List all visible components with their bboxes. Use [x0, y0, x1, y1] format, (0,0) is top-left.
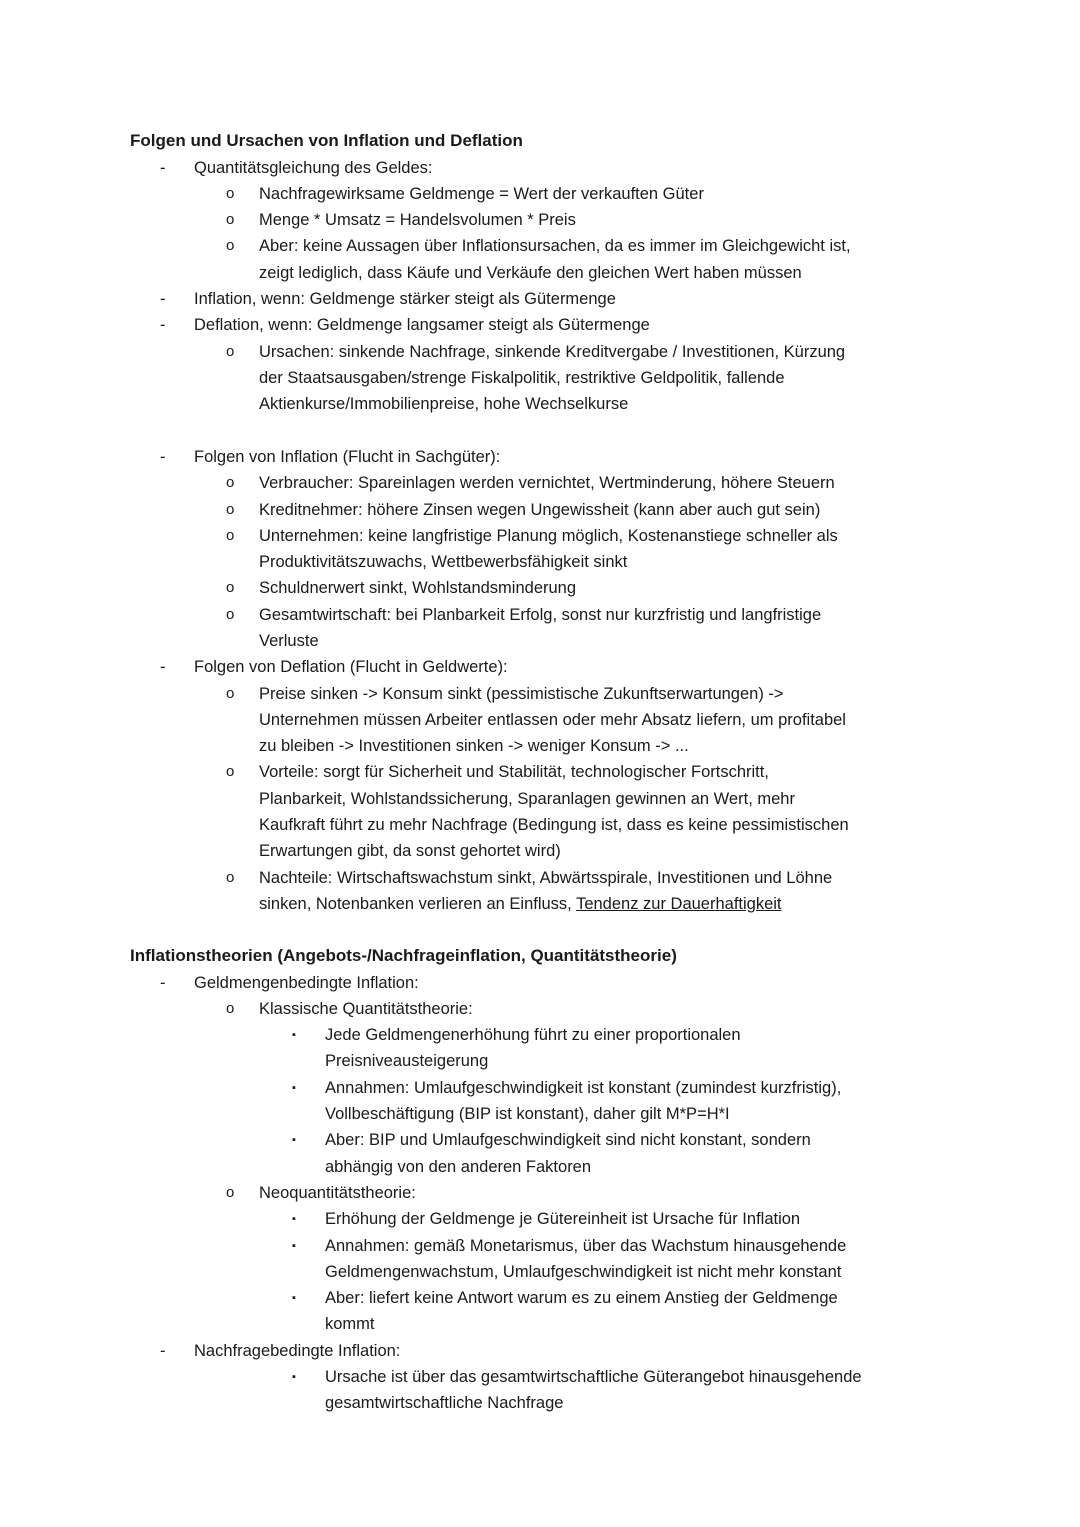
list-item: - Inflation, wenn: Geldmenge stärker steigt als Gütermenge — [0, 286, 1080, 312]
list-item-continuation: Kaufkraft führt zu mehr Nachfrage (Bedingung ist, dass es keine pessimistischen — [259, 816, 849, 834]
circle-bullet: o — [226, 527, 235, 544]
list-item-continuation: kommt — [325, 1315, 375, 1333]
circle-bullet: o — [226, 237, 235, 254]
list-item: o Neoquantitätstheorie: — [0, 1180, 1080, 1206]
list-item-continuation: Verluste — [259, 632, 319, 650]
list-item: - Folgen von Deflation (Flucht in Geldwerte): — [0, 654, 1080, 680]
list-item-continuation: Vollbeschäftigung (BIP ist konstant), daher gilt M*P=H*I — [325, 1105, 730, 1123]
list-item: ▪ Annahmen: Umlaufgeschwindigkeit ist konstant (zumindest kurzfristig), — [0, 1075, 1080, 1101]
square-bullet: ▪ — [292, 1082, 296, 1094]
list-item-continuation: gesamtwirtschaftliche Nachfrage — [325, 1394, 564, 1412]
list-item-continuation: Preisniveausteigerung — [325, 1052, 489, 1070]
list-item: o Ursachen: sinkende Nachfrage, sinkende Kreditvergabe / Investitionen, Kürzung — [0, 339, 1080, 365]
list-item: - Nachfragebedingte Inflation: — [0, 1338, 1080, 1364]
square-bullet: ▪ — [292, 1134, 296, 1146]
list-item: o Klassische Quantitätstheorie: — [0, 996, 1080, 1022]
dash-bullet: - — [160, 1342, 166, 1360]
list-item: o Aber: keine Aussagen über Inflationsursachen, da es immer im Gleichgewicht ist, — [0, 233, 1080, 259]
circle-bullet: o — [226, 343, 235, 360]
list-item: o Menge * Umsatz = Handelsvolumen * Preis — [0, 207, 1080, 233]
list-item: - Geldmengenbedingte Inflation: — [0, 970, 1080, 996]
circle-bullet: o — [226, 685, 235, 702]
list-item: - Quantitätsgleichung des Geldes: — [0, 155, 1080, 181]
list-item: ▪ Jede Geldmengenerhöhung führt zu einer proportionalen — [0, 1022, 1080, 1048]
circle-bullet: o — [226, 474, 235, 491]
list-item-continuation: Erwartungen gibt, da sonst gehortet wird) — [259, 842, 561, 860]
circle-bullet: o — [226, 763, 235, 780]
list-item: - Deflation, wenn: Geldmenge langsamer steigt als Gütermenge — [0, 312, 1080, 338]
list-item-continuation: der Staatsausgaben/strenge Fiskalpolitik, restriktive Geldpolitik, fallende — [259, 369, 785, 387]
list-item: o Gesamtwirtschaft: bei Planbarkeit Erfolg, sonst nur kurzfristig und langfristige — [0, 602, 1080, 628]
list-item: o Kreditnehmer: höhere Zinsen wegen Ungewissheit (kann aber auch gut sein) — [0, 497, 1080, 523]
dash-bullet: - — [160, 290, 166, 308]
circle-bullet: o — [226, 869, 235, 886]
circle-bullet: o — [226, 211, 235, 228]
list-item: - Folgen von Inflation (Flucht in Sachgüter): — [0, 444, 1080, 470]
square-bullet: ▪ — [292, 1029, 296, 1041]
list-item-continuation: Aktienkurse/Immobilienpreise, hohe Wechselkurse — [259, 395, 629, 413]
list-item-continuation: abhängig von den anderen Faktoren — [325, 1158, 592, 1176]
circle-bullet: o — [226, 501, 235, 518]
dash-bullet: - — [160, 316, 166, 334]
circle-bullet: o — [226, 579, 235, 596]
list-item: ▪ Ursache ist über das gesamtwirtschaftliche Güterangebot hinausgehende — [0, 1364, 1080, 1390]
list-item: o Vorteile: sorgt für Sicherheit und Stabilität, technologischer Fortschritt, — [0, 759, 1080, 785]
list-item: o Unternehmen: keine langfristige Planung möglich, Kostenanstiege schneller als — [0, 523, 1080, 549]
list-item-continuation: zu bleiben -> Investitionen sinken -> weniger Konsum -> ... — [259, 737, 689, 755]
list-item: o Nachteile: Wirtschaftswachstum sinkt, Abwärtsspirale, Investitionen und Löhne — [0, 865, 1080, 891]
dash-bullet: - — [160, 159, 166, 177]
list-item: o Nachfragewirksame Geldmenge = Wert der verkauften Güter — [0, 181, 1080, 207]
list-item: o Schuldnerwert sinkt, Wohlstandsminderung — [0, 575, 1080, 601]
list-item-continuation: sinken, Notenbanken verlieren an Einfluss, Tendenz zur Dauerhaftigkeit — [259, 895, 782, 913]
list-item: ▪ Aber: BIP und Umlaufgeschwindigkeit sind nicht konstant, sondern — [0, 1127, 1080, 1153]
list-item: ▪ Aber: liefert keine Antwort warum es zu einem Anstieg der Geldmenge — [0, 1285, 1080, 1311]
square-bullet: ▪ — [292, 1292, 296, 1304]
list-item: o Preise sinken -> Konsum sinkt (pessimistische Zukunftserwartungen) -> — [0, 681, 1080, 707]
list-item: ▪ Annahmen: gemäß Monetarismus, über das Wachstum hinausgehende — [0, 1233, 1080, 1259]
list-item-continuation: Planbarkeit, Wohlstandssicherung, Sparanlagen gewinnen an Wert, mehr — [259, 790, 795, 808]
list-item: o Verbraucher: Spareinlagen werden vernichtet, Wertminderung, höhere Steuern — [0, 470, 1080, 496]
circle-bullet: o — [226, 185, 235, 202]
square-bullet: ▪ — [292, 1371, 296, 1383]
section-heading: Inflationstheorien (Angebots-/Nachfrageinflation, Quantitätstheorie) — [130, 946, 677, 965]
section-heading: Folgen und Ursachen von Inflation und Deflation — [130, 131, 523, 150]
dash-bullet: - — [160, 974, 166, 992]
list-item-continuation: Unternehmen müssen Arbeiter entlassen oder mehr Absatz liefern, um profitabel — [259, 711, 846, 729]
circle-bullet: o — [226, 1000, 235, 1017]
dash-bullet: - — [160, 658, 166, 676]
list-item-continuation: zeigt lediglich, dass Käufe und Verkäufe den gleichen Wert haben müssen — [259, 264, 802, 282]
underlined-phrase: Tendenz zur Dauerhaftigkeit — [576, 895, 782, 913]
circle-bullet: o — [226, 1184, 235, 1201]
list-item-continuation: Produktivitätszuwachs, Wettbewerbsfähigkeit sinkt — [259, 553, 628, 571]
list-item: ▪ Erhöhung der Geldmenge je Gütereinheit ist Ursache für Inflation — [0, 1206, 1080, 1232]
circle-bullet: o — [226, 606, 235, 623]
square-bullet: ▪ — [292, 1240, 296, 1252]
square-bullet: ▪ — [292, 1213, 296, 1225]
list-item-continuation: Geldmengenwachstum, Umlaufgeschwindigkeit ist nicht mehr konstant — [325, 1263, 842, 1281]
dash-bullet: - — [160, 448, 166, 466]
